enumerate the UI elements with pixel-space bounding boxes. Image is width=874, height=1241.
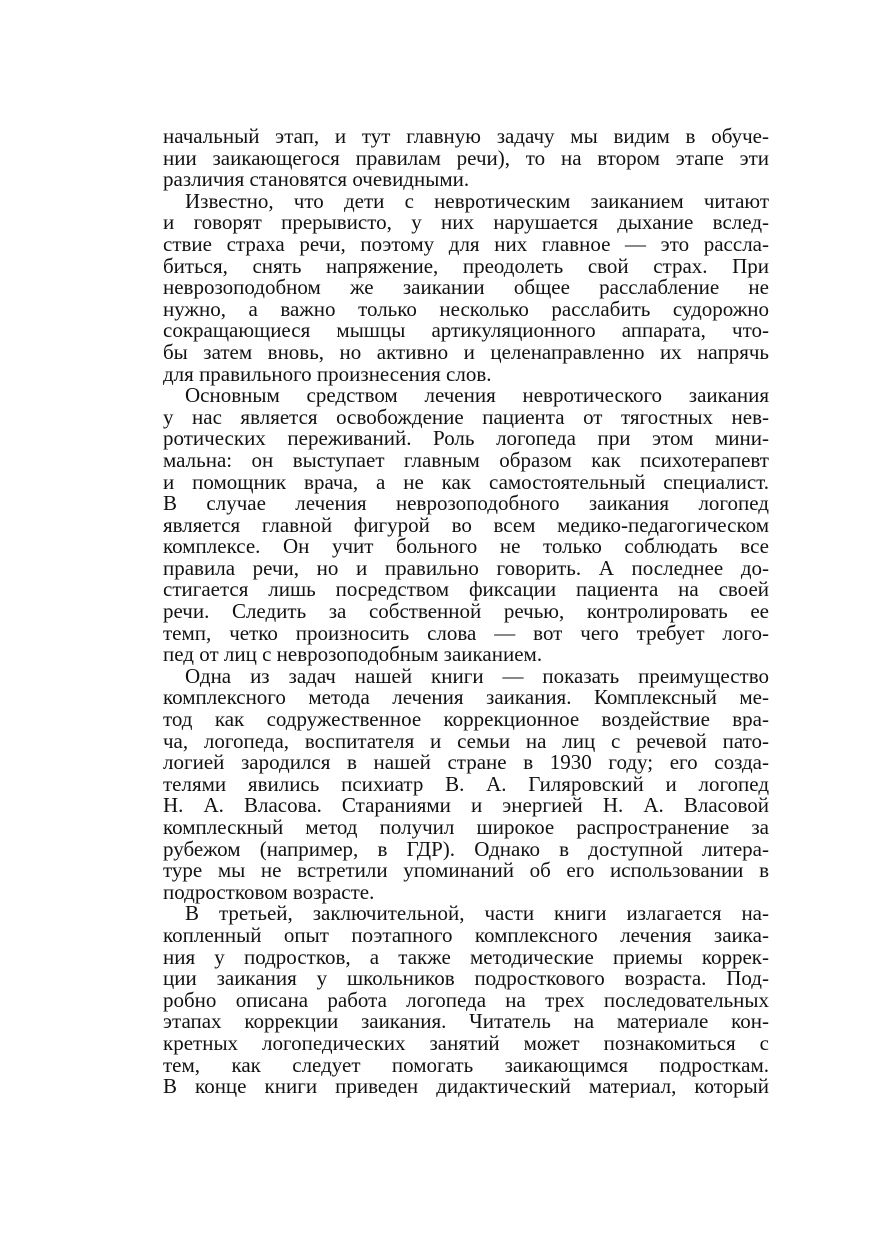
text-line: и говорят прерывисто, у них нарушается дыхание вслед- bbox=[163, 210, 769, 235]
text-line: кретных логопедических занятий может познакомиться с bbox=[163, 1030, 769, 1055]
text-line: речи. Следить за собственной речью, контролировать ее bbox=[163, 599, 769, 624]
text-line: комплексе. Он учит больного не только соблюдать все bbox=[163, 534, 769, 559]
text-line: сокращающиеся мышцы артикуляционного аппарата, что- bbox=[163, 318, 769, 343]
text-line: ча, логопеда, воспитателя и семьи на лиц с речевой пато- bbox=[163, 728, 769, 753]
text-line: различия становятся очевидными. bbox=[163, 167, 470, 192]
text-line: для правильного произнесения слов. bbox=[163, 361, 492, 386]
text-line: биться, снять напряжение, преодолеть свой страх. При bbox=[163, 253, 769, 278]
text-line: ции заикания у школьников подросткового возраста. Под- bbox=[163, 966, 769, 991]
text-line: пед от лиц с неврозоподобным заиканием. bbox=[163, 642, 543, 667]
text-line: Основным средством лечения невротического заикания bbox=[185, 383, 769, 408]
text-line: ствие страха речи, поэтому для них главное — это рассла- bbox=[163, 231, 769, 256]
text-line: робно описана работа логопеда на трех последовательных bbox=[163, 987, 769, 1012]
text-line: является главной фигурой во всем медико-педагогическом bbox=[163, 512, 769, 537]
text-line: правила речи, но и правильно говорить. А последнее до- bbox=[163, 555, 769, 580]
text-line: подростковом возрасте. bbox=[163, 879, 375, 904]
text-line: стигается лишь посредством фиксации пациента на своей bbox=[163, 577, 769, 602]
text-line: В третьей, заключительной, части книги излагается на- bbox=[185, 901, 769, 926]
text-line: телями явились психиатр В. А. Гиляровский и логопед bbox=[163, 771, 769, 796]
text-line: ния у подростков, а также методические приемы коррек- bbox=[163, 944, 769, 969]
text-line: у нас является освобождение пациента от тягостных нев- bbox=[163, 404, 769, 429]
text-line: рубежом (например, в ГДР). Однако в доступной литера- bbox=[163, 836, 769, 861]
text-line: комплескный метод получил широкое распространение за bbox=[163, 815, 769, 839]
text-line: нужно, а важно только несколько расслабить судорожно bbox=[163, 296, 769, 321]
text-line: комплексного метода лечения заикания. Комплексный ме- bbox=[163, 685, 769, 710]
text-line: Н. А. Власова. Стараниями и энергией Н. А. Власовой bbox=[163, 793, 769, 818]
body-text bbox=[163, 126, 769, 1098]
text-line: В случае лечения неврозоподобного заикания логопед bbox=[163, 491, 769, 516]
text-line: В конце книги приведен дидактический материал, который bbox=[163, 1074, 769, 1099]
text-line: нии заикающегося правилам речи), то на втором этапе эти bbox=[163, 145, 769, 170]
text-line: Одна из задач нашей книги — показать преимущество bbox=[185, 663, 769, 688]
text-line: бы затем вновь, но активно и целенаправленно их напрячь bbox=[163, 339, 769, 364]
text-line: тем, как следует помогать заикающимся подросткам. bbox=[163, 1052, 769, 1077]
text-line: тод как содружественное коррекционное воздействие вра- bbox=[163, 707, 769, 732]
text-line: Известно, что дети с невротическим заиканием читают bbox=[185, 188, 769, 213]
text-line: логией зародился в нашей стране в 1930 году; его созда- bbox=[163, 750, 769, 775]
text-line: неврозоподобном же заикании общее расслабление не bbox=[163, 275, 769, 300]
text-line: туре мы не встретили упоминаний об его использовании в bbox=[163, 858, 769, 883]
text-line: мальна: он выступает главным образом как психотерапевт bbox=[163, 447, 769, 472]
text-line: начальный этап, и тут главную задачу мы видим в обуче- bbox=[163, 124, 769, 148]
text-line: темп, четко произносить слова — вот чего требует лого- bbox=[163, 620, 769, 645]
text-line: копленный опыт поэтапного комплексного лечения заика- bbox=[163, 922, 769, 947]
text-line: и помощник врача, а не как самостоятельный специалист. bbox=[163, 469, 769, 494]
text-line: этапах коррекции заикания. Читатель на материале кон- bbox=[163, 1009, 769, 1034]
text-line: ротических переживаний. Роль логопеда при этом мини- bbox=[163, 426, 769, 451]
